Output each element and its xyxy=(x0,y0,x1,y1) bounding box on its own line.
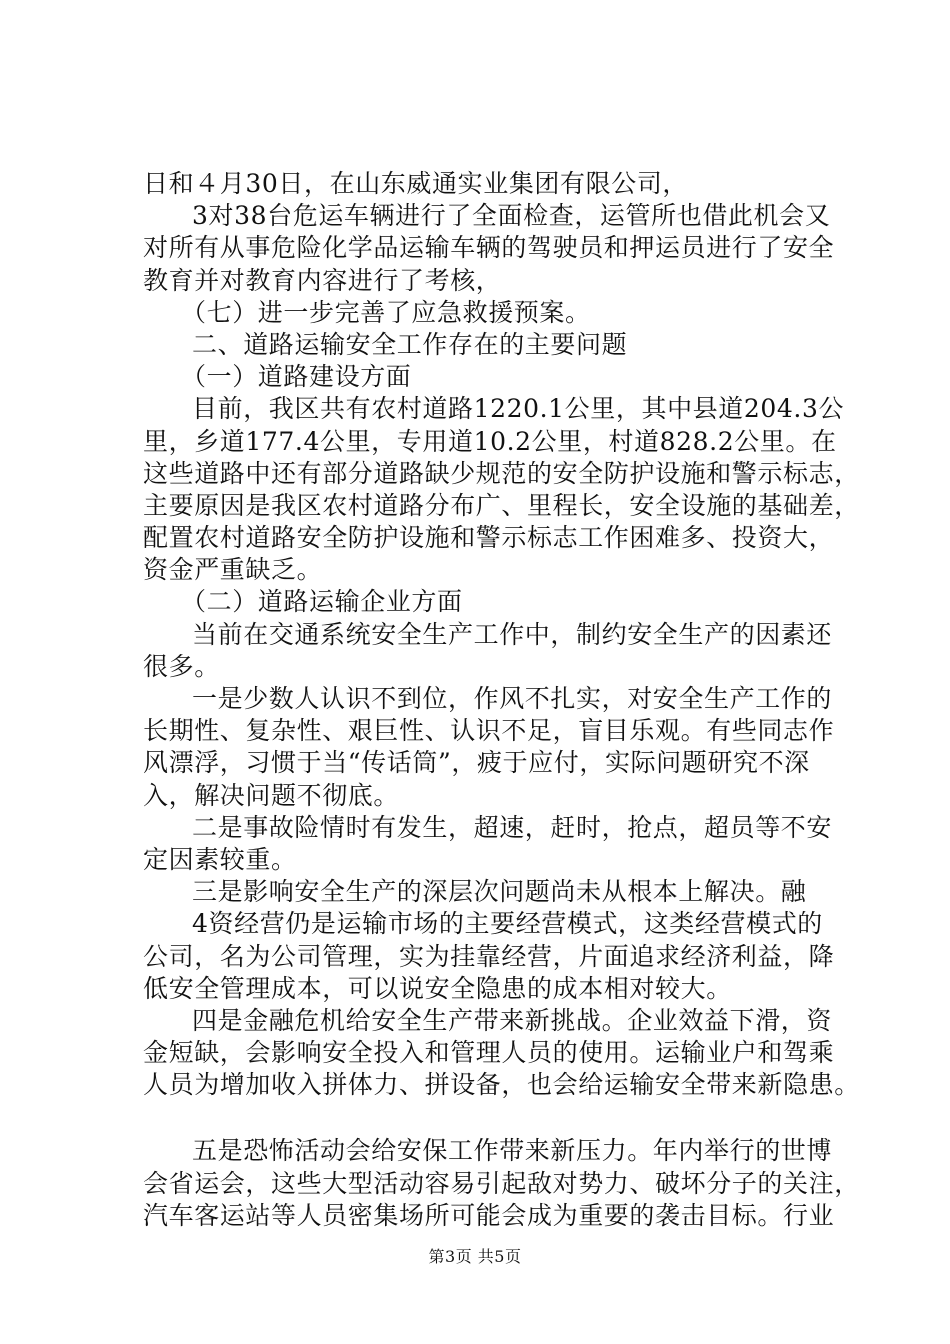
text-line: 金短缺，会影响安全投入和管理人员的使用。运输业户和驾乘 xyxy=(143,1038,835,1068)
text-line: 4资经营仍是运输市场的主要经营模式，这类经营模式的 xyxy=(192,909,823,939)
text-line: 低安全管理成本，可以说安全隐患的成本相对较大。 xyxy=(143,973,732,1003)
text-line: 很多。 xyxy=(143,651,220,681)
text-line: 三是影响安全生产的深层次问题尚未从根本上解决。融 xyxy=(192,877,807,907)
page-footer: 第3页 共5页 xyxy=(428,1247,522,1266)
text-line: 入，解决问题不彻底。 xyxy=(143,780,400,810)
text-line: 目前，我区共有农村道路1220.1公里，其中县道204.3公 xyxy=(192,394,845,424)
text-line: 3对38台危运车辆进行了全面检查，运管所也借此机会又 xyxy=(192,201,831,231)
text-line: 风漂浮，习惯于当“传话筒”，疲于应付，实际问题研究不深 xyxy=(143,748,810,778)
text-line: 资金严重缺乏。 xyxy=(143,555,323,585)
text-line: 里，乡道177.4公里，专用道10.2公里，村道828.2公里。在 xyxy=(143,426,837,456)
text-line: 长期性、复杂性、艰巨性、认识不足，盲目乐观。有些同志作 xyxy=(143,716,835,746)
text-line: 一是少数人认识不到位，作风不扎实，对安全生产工作的 xyxy=(192,684,833,713)
text-line: 对所有从事危险化学品运输车辆的驾驶员和押运员进行了安全 xyxy=(143,233,835,263)
subsection-heading: （一）道路建设方面 xyxy=(181,362,412,392)
text-line: 人员为增加收入拼体力、拼设备，也会给运输安全带来新隐患。 xyxy=(143,1070,860,1100)
paragraph-gap xyxy=(143,1101,843,1135)
subsection-heading: （二）道路运输企业方面 xyxy=(181,587,463,617)
text-line: 当前在交通系统安全生产工作中，制约安全生产的因素还 xyxy=(192,619,833,649)
document-body xyxy=(143,168,860,1232)
text-line: 会省运会，这些大型活动容易引起敌对势力、破坏分子的关注， xyxy=(143,1168,860,1198)
text-line: 五是恐怖活动会给安保工作带来新压力。年内举行的世博 xyxy=(192,1136,833,1166)
text-line: 主要原因是我区农村道路分布广、里程长，安全设施的基础差， xyxy=(143,490,860,520)
section-heading: 二、道路运输安全工作存在的主要问题 xyxy=(192,329,628,359)
text-line: 定因素较重。 xyxy=(143,844,297,874)
text-line: 汽车客运站等人员密集场所可能会成为重要的袭击目标。行业 xyxy=(143,1200,835,1230)
text-line: 四是金融危机给安全生产带来新挑战。企业效益下滑，资 xyxy=(192,1005,833,1035)
section-heading: （七）进一步完善了应急救援预案。 xyxy=(181,297,591,327)
text-line: 日和４月30日，在山东威通实业集团有限公司， xyxy=(143,169,689,198)
text-line: 二是事故险情时有发生，超速，赶时，抢点，超员等不安 xyxy=(192,812,833,842)
text-line: 公司，名为公司管理，实为挂靠经营，片面追求经济利益，降 xyxy=(143,941,835,971)
text-line: 这些道路中还有部分道路缺少规范的安全防护设施和警示标志， xyxy=(143,458,860,488)
text-line: 教育并对教育内容进行了考核， xyxy=(143,265,502,295)
text-line: 配置农村道路安全防护设施和警示标志工作困难多、投资大， xyxy=(143,523,835,553)
